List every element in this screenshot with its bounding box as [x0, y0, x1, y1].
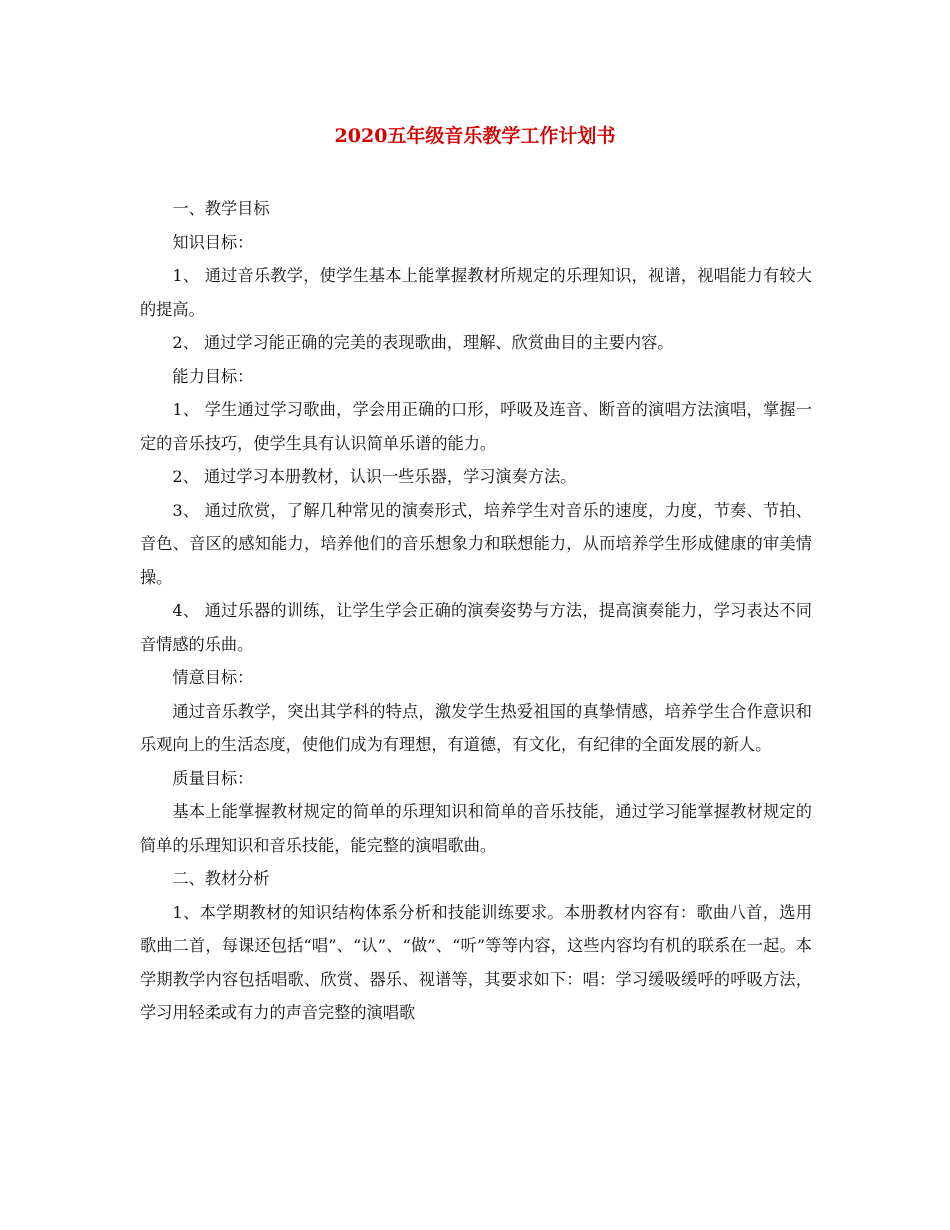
page-title: 2020五年级音乐教学工作计划书 [334, 125, 616, 147]
paragraph: 2、 通过学习本册教材，认识一些乐器，学习演奏方法。 [172, 467, 577, 486]
paragraph: 基本上能掌握教材规定的简单的乐理知识和简单的音乐技能，通过学习能掌握教材规定的简单的乐理知识和音乐技能，能完整的演唱歌曲。 [140, 802, 812, 855]
subheading-knowledge-goals: 知识目标： [172, 232, 254, 252]
paragraph: 2、 通过学习能正确的完美的表现歌曲，理解、欣赏曲目的主要内容。 [172, 333, 674, 352]
paragraph: 通过音乐教学，突出其学科的特点，激发学生热爱祖国的真挚情感，培养学生合作意识和乐观向上的生活态度，使他们成为有理想，有道德，有文化，有纪律的全面发展的新人。 [140, 701, 812, 754]
paragraph: 1、 学生通过学习歌曲，学会用正确的口形，呼吸及连音、断音的演唱方法演唱，掌握一定的音乐技巧，使学生具有认识简单乐谱的能力。 [140, 400, 812, 453]
subheading-emotional-goals: 情意目标： [172, 668, 254, 687]
subheading-ability-goals: 能力目标： [172, 366, 254, 386]
paragraph: 1、本学期教材的知识结构体系分析和技能训练要求。本册教材内容有：歌曲八首，选用歌曲二首，每课还包括“唱”、“认”、“做”、“听”等等内容，这些内容均有机的联系在一起。本学期教学内容包括唱歌、欣赏、器乐、视谱等，其要求如下：唱：学习缓吸缓呼的呼吸方法，学习用轻柔或有力的声音完整的演唱歌 [140, 902, 812, 1022]
paragraph: 3、 通过欣赏，了解几种常见的演奏形式，培养学生对音乐的速度，力度，节奏、节拍、音色、音区的感知能力，培养他们的音乐想象力和联想能力，从而培养学生形成健康的审美情操。 [140, 500, 812, 587]
subheading-quality-goals: 质量目标： [172, 768, 254, 788]
paragraph: 1、 通过音乐教学，使学生基本上能掌握教材所规定的乐理知识，视谱，视唱能力有较大的提高。 [140, 266, 812, 319]
section-heading-textbook-analysis: 二、教材分析 [172, 869, 270, 888]
paragraph: 4、 通过乐器的训练，让学生学会正确的演奏姿势与方法，提高演奏能力，学习表达不同音情感的乐曲。 [140, 601, 812, 654]
document-body [140, 192, 812, 1030]
section-heading-teaching-goals: 一、教学目标 [172, 199, 270, 218]
